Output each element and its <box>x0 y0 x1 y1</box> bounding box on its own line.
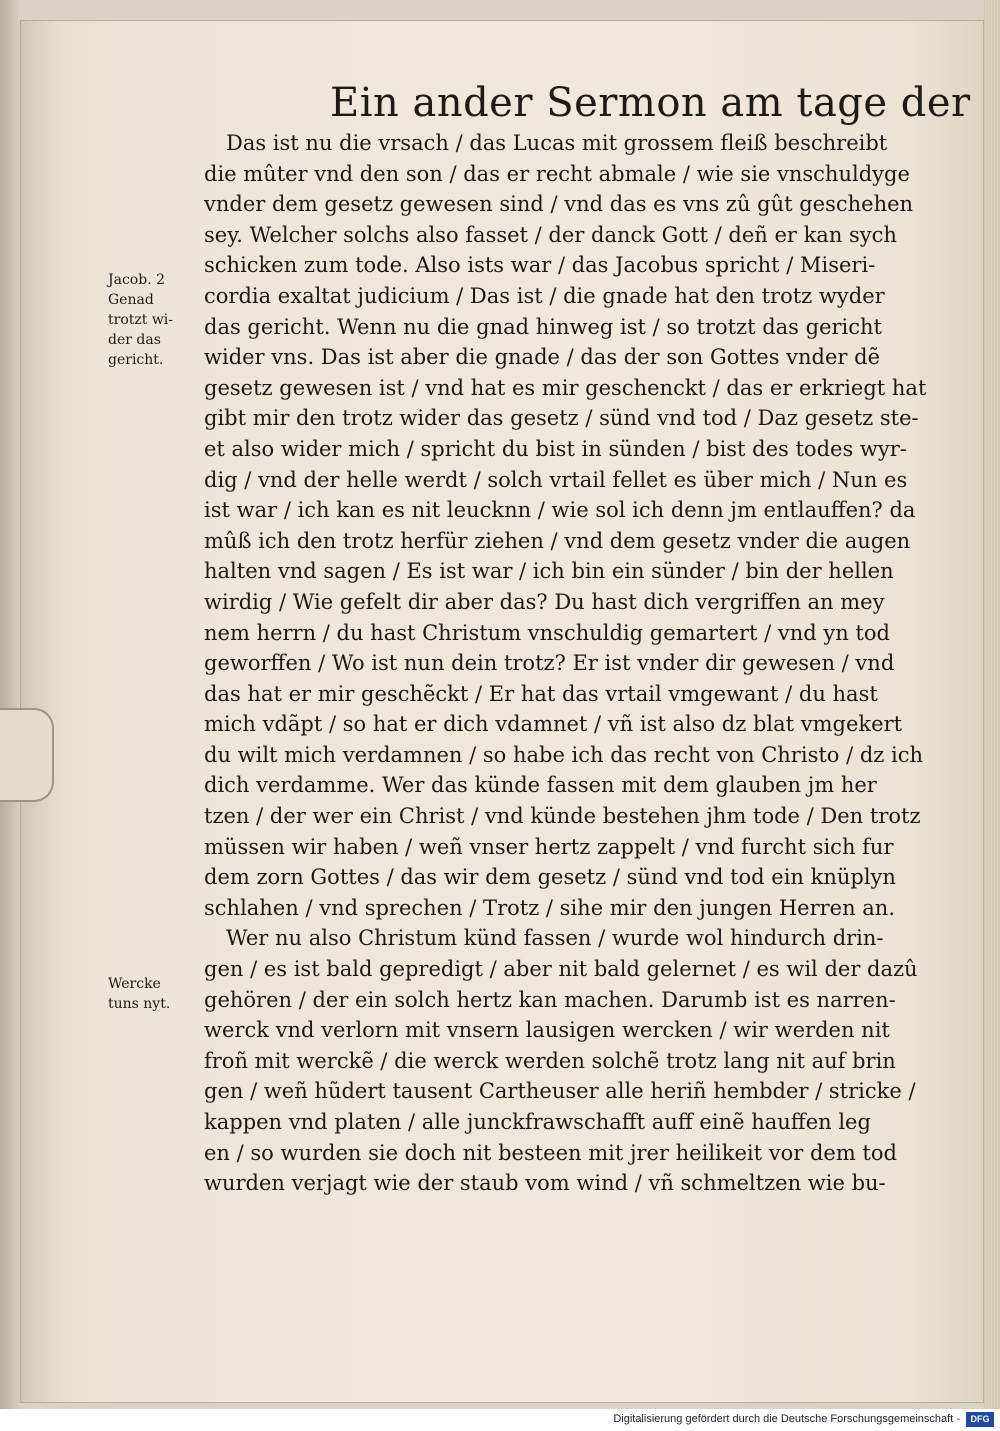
text-line: mich vdãpt / so hat er dich vdamnet / vñ ist also dz blat vmgekert <box>204 712 903 737</box>
margin-note-line: tuns nyt. <box>108 996 171 1012</box>
text-line: werck vnd verlorn mit vnsern lausigen wercken / wir werden nit <box>204 1018 890 1043</box>
dfg-logo: DFG <box>966 1412 994 1427</box>
text-line: kappen vnd platen / alle junckfrawschafft auff einẽ hauffen leg <box>204 1110 871 1134</box>
footer-credit: Digitalisierung gefördert durch die Deutsche Forschungsgemeinschaft - <box>613 1413 960 1425</box>
text-line: das hat er mir geschẽckt / Er hat das vrtail vmgewant / du hast <box>204 681 878 706</box>
margin-note-jacob <box>108 270 202 370</box>
margin-note-line: Jacob. 2 <box>108 272 165 288</box>
page-clip-tab <box>0 708 54 802</box>
text-line: et also wider mich / spricht du bist in sünden / bist des todes wyr- <box>204 436 907 461</box>
text-line: gesetz gewesen ist / vnd hat es mir geschenckt / das er erkriegt hat <box>204 375 927 400</box>
text-line: schicken zum tode. Also ists war / das Jacobus spricht / Miseri- <box>204 253 876 278</box>
text-line: en / so wurden sie doch nit besteen mit jrer heilikeit vor dem tod <box>204 1140 897 1165</box>
book-right-edge <box>984 0 1000 1409</box>
text-line: die mûter vnd den son / das er recht abmale / wie sie vnschuldyge <box>204 161 910 186</box>
text-line: cordia exaltat judicium / Das ist / die gnade hat den trotz wyder <box>204 283 885 308</box>
margin-note-line: gericht. <box>108 352 164 368</box>
text-line: dich verdamme. Wer das künde fassen mit dem glauben jm her <box>204 773 877 798</box>
book-left-edge <box>0 0 20 1409</box>
text-line: dig / vnd der helle werdt / solch vrtail fellet es über mich / Nun es <box>204 467 908 492</box>
text-line: geworffen / Wo ist nun dein trotz? Er ist vnder dir gewesen / vnd <box>204 651 895 676</box>
text-line: froñ mit werckẽ / die werck werden solchẽ trotz lang nit auf brin <box>204 1048 896 1073</box>
margin-note-wercke <box>108 974 202 1014</box>
margin-note-line: der das <box>108 332 161 348</box>
text-line: nem herrn / du hast Christum vnschuldig gemartert / vnd yn tod <box>204 620 890 645</box>
text-line: du wilt mich verdamnen / so habe ich das recht von Christo / dz ich <box>204 742 924 767</box>
text-line: ist war / ich kan es nit leucknn / wie sol ich denn jm entlauffen? da <box>204 498 916 523</box>
text-line: wirdig / Wie gefelt dir aber das? Du hast dich vergriffen an mey <box>204 589 885 614</box>
text-line: schlahen / vnd sprechen / Trotz / sihe mir den jungen Herren an. <box>204 895 896 920</box>
text-line: müssen wir haben / weñ vnser hertz zappelt / vnd furcht sich fur <box>204 834 894 859</box>
text-line: wider vns. Das ist aber die gnade / das der son Gottes vnder dẽ <box>204 345 880 370</box>
running-header: Ein ander Sermon am tage der <box>330 80 971 126</box>
text-line: wurden verjagt wie der staub vom wind / vñ schmeltzen wie bu- <box>204 1171 886 1196</box>
text-line: Wer nu also Christum künd fassen / wurde wol hindurch drin- <box>226 926 884 951</box>
text-line: gehören / der ein solch hertz kan machen. Darumb ist es narren- <box>204 987 896 1012</box>
text-line: sey. Welcher solchs also fasset / der danck Gott / deñ er kan sych <box>204 222 897 247</box>
body-text <box>204 128 944 1199</box>
margin-note-line: Wercke <box>108 976 161 992</box>
text-line: gibt mir den trotz wider das gesetz / sünd vnd tod / Daz gesetz ste- <box>204 406 919 431</box>
text-line: tzen / der wer ein Christ / vnd künde bestehen jhm tode / Den trotz <box>204 804 921 829</box>
footer-bar <box>0 1409 1000 1431</box>
text-line: gen / weñ hũdert tausent Cartheuser alle heriñ hembder / stricke / <box>204 1079 916 1104</box>
text-line: vnder dem gesetz gewesen sind / vnd das es vns zû gût geschehen <box>204 192 914 217</box>
margin-note-line: trotzt wi- <box>108 312 174 328</box>
text-line: halten vnd sagen / Es ist war / ich bin ein sünder / bin der hellen <box>204 559 894 584</box>
text-line: das gericht. Wenn nu die gnad hinweg ist / so trotzt das gericht <box>204 314 882 339</box>
text-line: gen / es ist bald gepredigt / aber nit bald gelernet / es wil der dazû <box>204 957 918 982</box>
text-line: mûß ich den trotz herfür ziehen / vnd dem gesetz vnder die augen <box>204 528 911 553</box>
text-line: dem zorn Gottes / das wir dem gesetz / sünd vnd tod ein knüplyn <box>204 865 896 890</box>
text-line: Das ist nu die vrsach / das Lucas mit grossem fleiß beschreibt <box>226 131 888 155</box>
margin-note-line: Genad <box>108 292 154 308</box>
